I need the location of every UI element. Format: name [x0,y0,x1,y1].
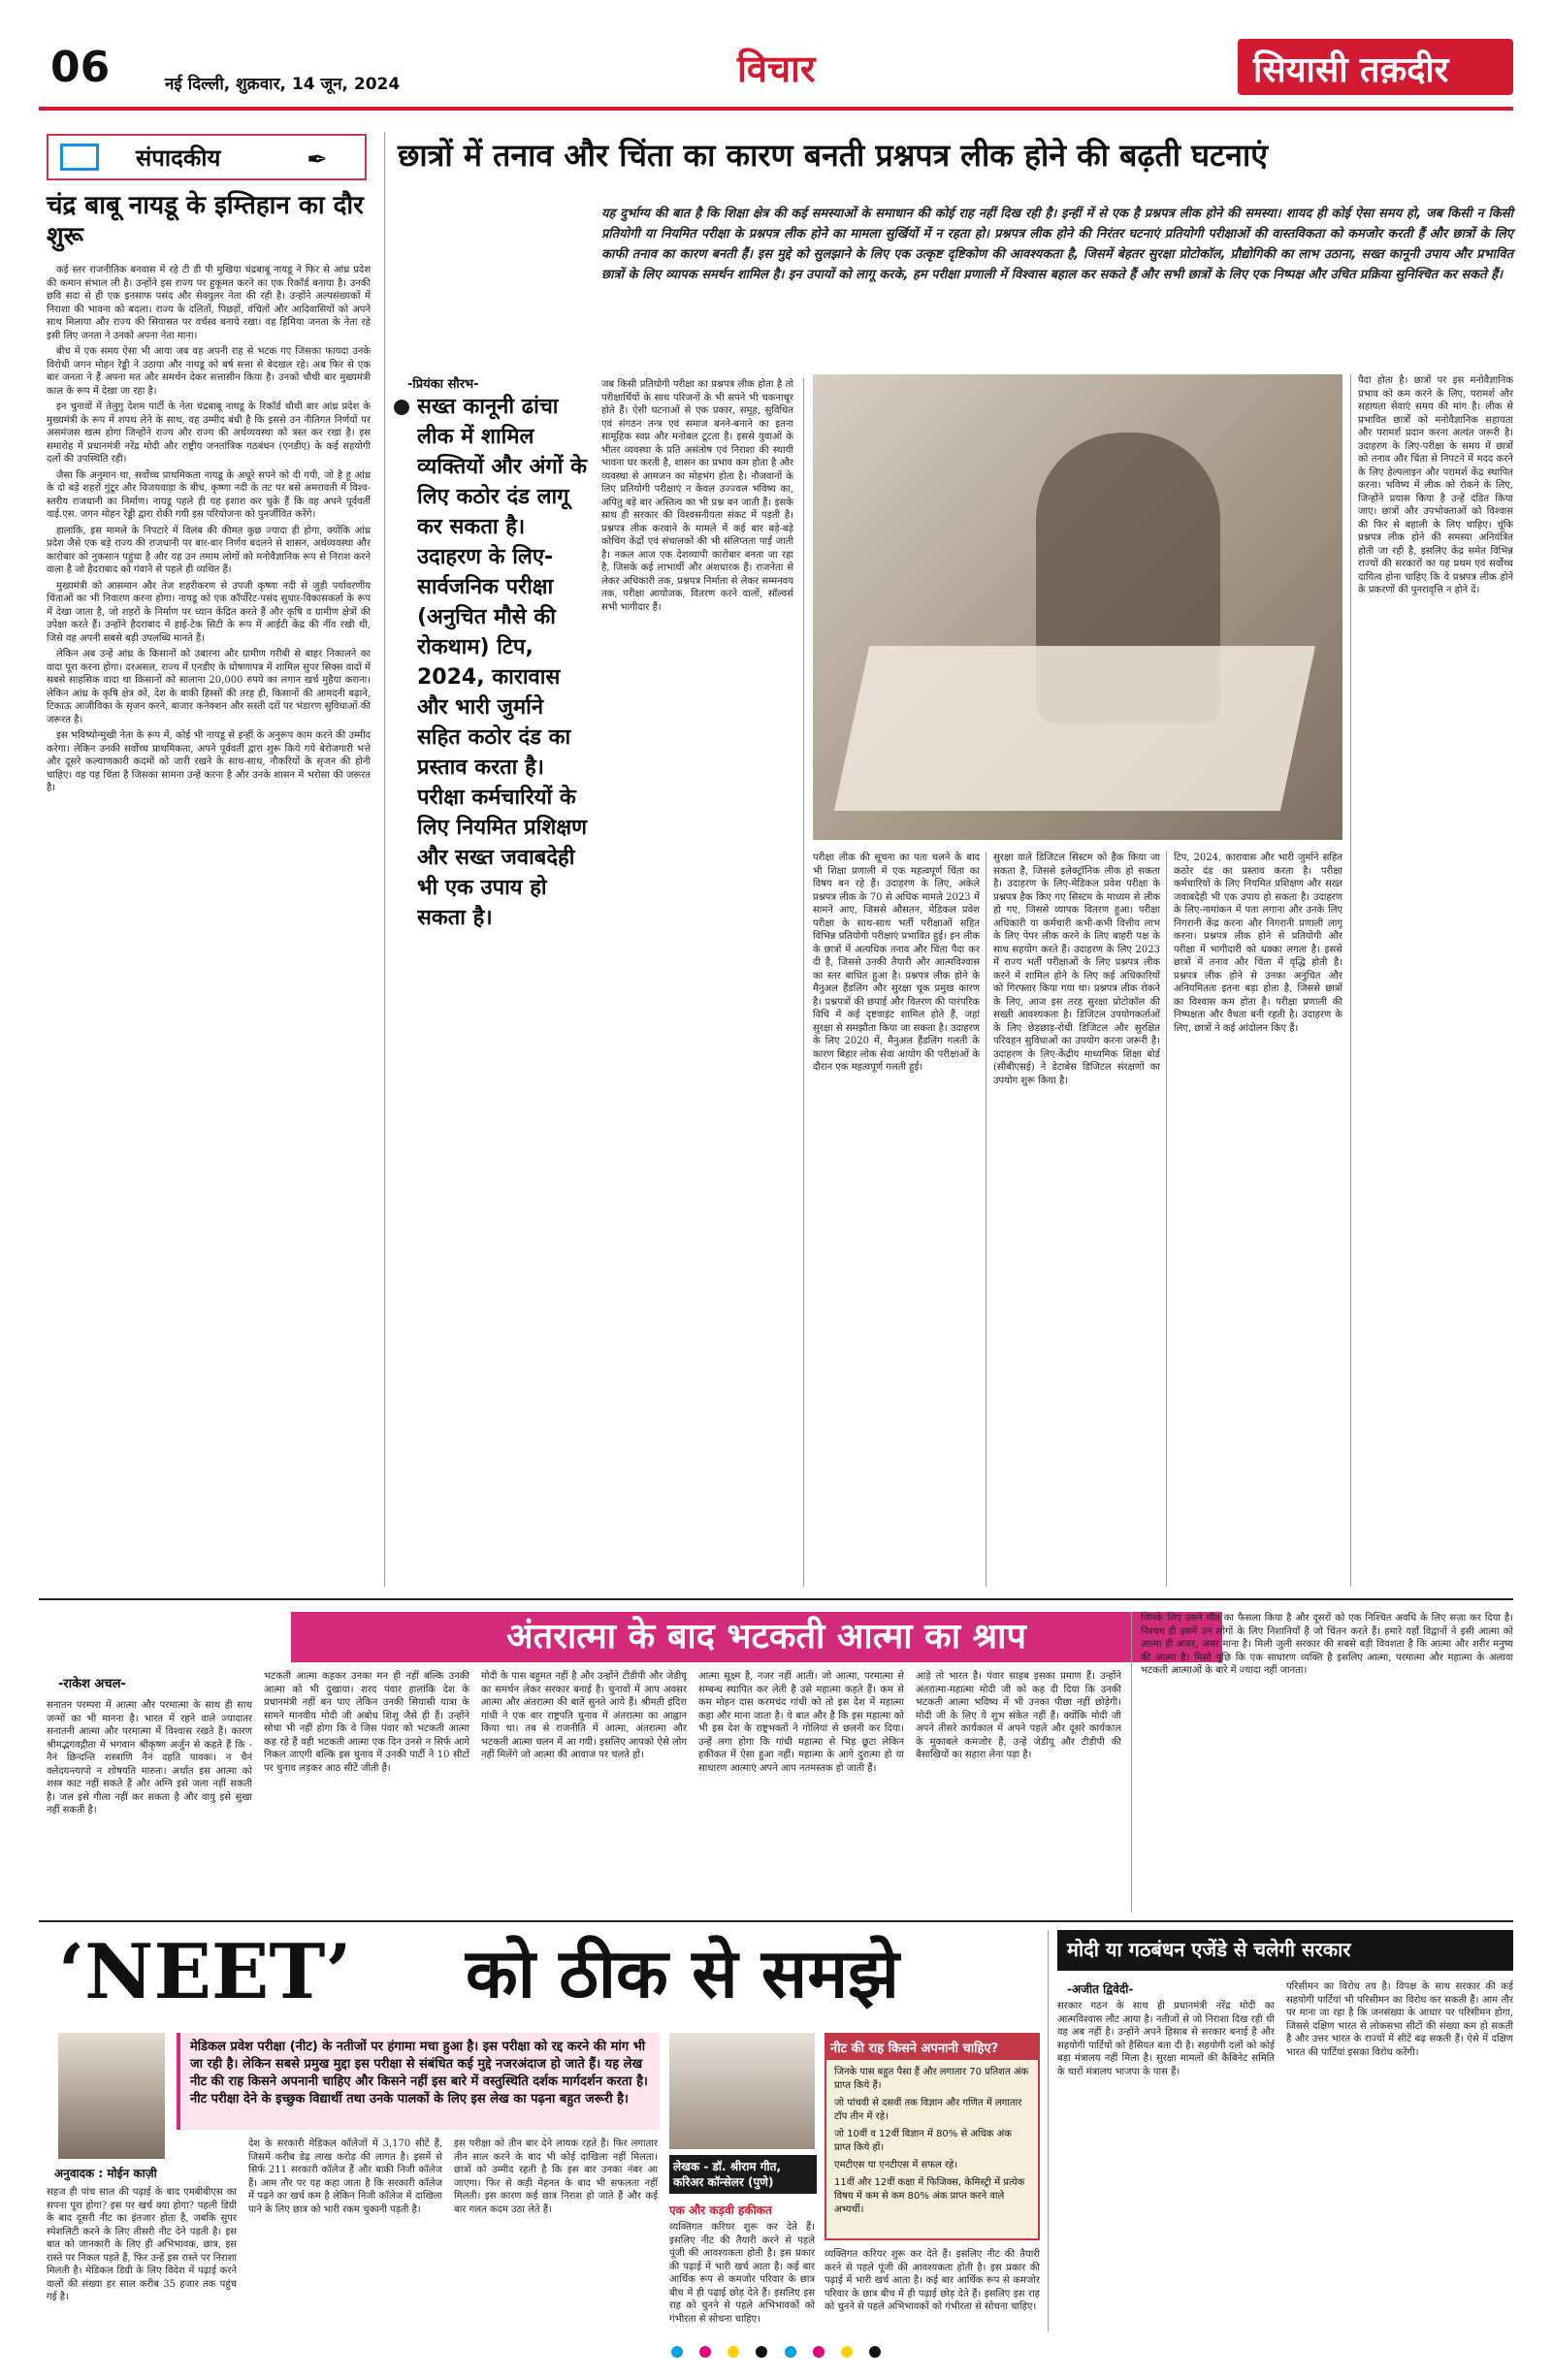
divider [384,132,385,1587]
registration-dot-yellow [728,2346,739,2358]
lead-column-a: जब किसी प्रतियोगी परीक्षा का प्रश्नपत्र लीक होता है तो परीक्षार्थियों के साथ परिजनों के भी सपने भी चकनाचूर होते हैं। ऐसी घटनाओं से एक प्रकार, समूह, सुविधित एवं संगठन तन्त्र एवं समाज बनने-बनाने का इतना सामूहिक स्वप्न और मनोबल टूटता है। इससे युवाओं के भीतर व्यवस्था के प्रति असंतोष एवं निराशा की स्थायी भावना घर करती है, शासन का प्रभाव कम होता है और व्यवस्था से आमजन का मोहभंग होता है। नौजवानों के लिए प्रतियोगी परीक्षाएं न केवल उज्ज्वल भविष्य का, अपितु बड़े बार अस्तित्व का भी प्रश्न बन जाती हैं। इसके साथ ही सरकार की विश्वसनीयता संकट में पड़ती है। प्रश्नपत्र लीक करवाने के मामले में कई बार बड़े-बड़े कोचिंग केंद्रों एवं संचालकों की भी संलिप्तता पाई जाती है। नकल आज एक देशव्यापी कारोबार बनता जा रहा है, जिसके कई लाभार्थी और अंशधारक हैं। राजनेता से लेकर अधिकारी तक, प्रश्नपत्र निर्माता से लेकर सम्मनवय तक, परीक्षा आयोजक, वितरण करने वालों, सॉल्वर्स सभी भागीदार हैं। [601,379,793,613]
registration-dot-magenta [699,2346,711,2358]
editorial-paragraph: जैसा कि अनुमान था, सर्वोच्च प्राथमिकता नायडू के अधूरे सपने को दी गयी, जो है हू आंध्र के दो बड़े शहरों गुंटूर और विजयवाड़ा के बीच, कृष्णा नदी के तट पर बसे अमरावती में विश्व-स्तरीय राजधानी का निर्माण। नायडू पहले ही यह इशारा कर चुके हैं कि वह अपने पूर्ववर्ती वाई.एस. जगन मोहन रेड्डी द्वारा रोकी गयी इस परियोजना को पुनर्जीवित करेंगे। [47,469,371,520]
reality-subhead: एक और कड़वी हकीकत [669,2203,772,2217]
translator-photo [58,2033,165,2159]
section-label: विचार [737,48,816,90]
editorial-headline: चंद्र बाबू नायडू के इम्तिहान का दौर शुरू [47,191,364,251]
neet-column: देश के सरकारी मेडिकल कॉलेजों में 3,170 सीटें हैं, जिसमें करीब डेढ़ लाख करोड़ की लागत है। इसमें से सिर्फ 211 सरकारी कॉलेज हैं और बाकी निजी कॉलेज हैं। आम तौर पर यह कहा जाता है कि सरकारी कॉलेज में पढ़ने का खर्च कम है लेकिन निजी कॉलेज में दाखिला पाने के लिए छात्र को भारी रकम चुकानी पड़ती है। [248,2139,442,2215]
neet-headline [58,1926,1048,2023]
editorial-paragraph: लेकिन अब उन्हें आंध्र के किसानों को उबारना और ग्रामीण गरीबी से बाहर निकालने का वादा पूरा करना होगा। दरअसल, राज्य में एनडीए के घोषणापत्र में शामिल सुपर सिक्स वादों में सबसे साहसिक वादा था किसानों को सालाना 20,000 रुपये का लगान खर्च मुहैया कराना। लेकिन आंध्र के कृषि क्षेत्र को, देश के बाकी हिस्सों की तरह ही, किसानों की आमदनी बढ़ाने, टिकाऊ आजीविका के सृजन करने, बाजार कनेक्शन और सस्ती दरों पर भंडारण सुविधाओं की जरूरत है। [47,649,371,725]
registration-dot-black [756,2346,767,2358]
lead-column-e: पैदा होता है। छात्रों पर इस मनोवैज्ञानिक प्रभाव को कम करने के लिए, परामर्श और सहायता सेवाएं समय की मांग है। लीक से प्रभावित छात्रों को मनोवैज्ञानिक सहायता और परामर्श प्रदान करना अत्यंत जरूरी है। उदाहरण के लिए-परीक्षा के समय में छात्रों को तनाव और चिंता से निपटने में मदद करने के लिए हेल्पलाइन और परामर्श केंद्र स्थापित करना। भविष्य में लीक को रोकने के लिए, जिन्होंने प्रयास किया है उन्हें दंडित किया जाए। छात्रों और उपभोक्ताओं को विश्वास की फिर से बहाली के लिए चाहिए। चूंकि प्रश्नपत्र लीक होने की समस्या अनियंत्रित होती जा रही है, इसलिए केंद्र समेत विभिन्न राज्यों की सरकारों का यह प्रथम एवं सर्वोच्च दायित्व होना चाहिए कि वे प्रश्नपत्र लीक होने के प्रकरणों की पुनरावृत्ति न होने दें। [1358,375,1513,595]
modi-column: परिसीमन का विरोध तय है। विपक्ष के साथ सरकार की कई सहयोगी पार्टियां भी परिसीमन का विरोध कर सकती हैं। आम तौर पर माना जा रहा है कि जनसंख्या के आधार पर परिसीमन होगा, जिससे दक्षिण भारत से लोकसभा सीटों की संख्या कम हो सकती है और उत्तर भारत के राज्यों में सीटें बढ़ सकती हैं। ऐसे में दक्षिण भारत की पार्टियां इसका विरोध करेंगी। [1286,1981,1513,2058]
neet-column: व्यक्तिगत करियर शुरू कर देते हैं। इसलिए नीट की तैयारी करने से पहले पूंजी की आवश्यकता होती है। इस प्रकार की पढ़ाई में भारी खर्च आता है। कई बार आर्थिक रूप से कमजोर परिवार के छात्र बीच में ही पढ़ाई छोड़ देते हैं। इसलिए इस राह को चुनने से पहले अभिभावकों को गंभीरता से सोचना चाहिए। [669,2222,815,2325]
author-photo [669,2033,815,2149]
neet-sidebox-item: जो पांचवी से दसवीं तक विज्ञान और गणित में लगातार टॉप तीन में रहे। [834,2098,1022,2122]
lead-column-b: परीक्षा लीक की सूचना का पता चलने के बाद भी शिक्षा प्रणाली में एक महत्वपूर्ण चिंता का विषय बन रहे हैं। उदाहरण के लिए, अकेले प्रश्नपत्र लीक के 70 से अधिक मामले 2023 में सामने आए, जिससे औसतन, मेडिकल प्रवेश परीक्षा के साथ-साथ भर्ती परीक्षाओं सहित विभिन्न प्रतियोगी परीक्षाएं प्रभावित हुई। इन लीक के छात्रों में अत्यधिक तनाव और चिंता पैदा कर दी है, जिससे उनकी तैयारी और आत्मविश्वास का स्तर बाधित हुआ है। प्रश्नपत्र लीक होने के मैनुअल हैंडलिंग और सुरक्षा चूक प्रमुख कारण है। प्रश्नपत्रों की छपाई और वितरण की पारंपरिक विधि में कई दृष्टवाइंट शामिल होते हैं, जहां सुरक्षा से समझौता किया जा सकता है। उदाहरण के लिए 2020 में, मैनुअल हैंडलिंग गलती के कारण बिहार लोक सेवा आयोग की परीक्षाओं के दौरान एक महत्वपूर्ण गलती हुई। [813,852,980,1073]
section-rule [39,1920,1513,1922]
photo-books [834,646,1315,811]
neet-sidebox-item: जो 10वीं व 12वीं विज्ञान में 80% से अधिक अंक प्राप्त किये हों। [834,2129,1012,2153]
neet-quote: ‘NEET’ [58,1928,352,2016]
neet-sidebox-title: नीट की राह किसने अपनानी चाहिए? [826,2035,1038,2060]
editorial-paragraph: बीच में एक समय ऐसा भी आया जब वह अपनी राह से भटक गए जिसका फायदा उनके विरोधी जगन मोहन रेड्डी ने उठाया और नायडू को बर्ष सत्ता से बेदखल रहे। अब फिर से एक बार जनता ने हैं अपना मत और समर्थन देकर सत्तासीन किया है। उनको चौथी बार मुख्यमंत्री काल के रूप में देखा जा रहा है। [47,346,371,397]
masthead [39,39,1513,103]
modi-author: -अजीत द्विवेदी- [1067,1982,1134,1996]
divider [1350,374,1351,1587]
neet-headline-text: को ठीक से समझे [466,1934,899,2013]
section-rule [39,1598,1513,1600]
antaratma-column: भटकती आत्मा कहकर उनका मन ही नहीं बल्कि उनकी आत्मा को भी दुखाया। शरद पंवार हालांकि देश के प्रधानमंत्री नहीं बन पाए लेकिन उनकी सियासी यात्रा के सामने मानवीय मोदी जी अबोध शिशु जैसे ही हैं। उन्होंने सोचा भी नहीं होगा कि वे जिस पंवार को भटकती आत्मा कह रहे हैं वही भटकती आत्मा एक दिन उनसे न सिर्फ आगे निकल जाएगी बल्कि इस चुनाव में उनकी पार्टी ने 10 सीटों पर चुनाव लड़कर आठ सीटें जीती हैं। [264,1671,469,1774]
neet-column: व्यक्तिगत करियर शुरू कर देते हैं। इसलिए नीट की तैयारी करने से पहले पूंजी की आवश्यकता होती है। इस प्रकार की पढ़ाई में भारी खर्च आता है। कई बार आर्थिक रूप से कमजोर परिवार के छात्र बीच में ही पढ़ाई छोड़ देते हैं। इसलिए इस राह को चुनने से पहले अभिभावकों को गंभीरता से सोचना चाहिए। [824,2249,1040,2312]
editorial-paragraph: कई स्तर राजनीतिक बनवास में रहे टी डी पी मुखिया चंद्रबाबू नायडू ने फिर से आंध्र प्रदेश की कमान संभाल ली है। उन्होंने इस राज्य पर हुकूमत करने का एक रिकॉर्ड बनाया है। उनकी छवि सदा से ही एक इनसाफ पसंद और सेक्युलर नेता की रही है। उन्होंने अल्पसंख्यकों में निराशा की भावना को बदला। राज्य के दलितों, पिछड़ों, वंचितों और आदिवासियों को अपने साथ मिलाया और राज्य की सियासत पर वर्चस्व बनाये रखा। वह हिमिया जनता के नेता रहे इसी लिए जनता ने उनको अपना नेता माना। [47,265,371,341]
lead-headline: छात्रों में तनाव और चिंता का कारण बनती प्रश्नपत्र लीक होने की बढ़ती घटनाएं [398,137,1268,174]
modi-column: सरकार गठन के साथ ही प्रधानमंत्री नरेंद्र मोदी का आत्मविश्वास लौट आया है। नतीजों से जो निराशा दिख रही थी वह अब नहीं है। उन्होंने अपने हिसाब से सरकार बनाई है और सहयोगी पार्टियों को हैसियत बता दी है। सहयोगी दलों को कोई बड़ा मंत्रालय नहीं मिला है। सुरक्षा मामलों की कैबिनेट समिति के चारों मंत्रालय भाजपा के पास हैं। [1057,2001,1275,2077]
divider [1131,1612,1132,1913]
divider [1048,1930,1049,2332]
editorial-paragraph: मुख्यमंत्री को आसमान और तेज शहरीकरण से उपजी कृष्णा नदी से जुड़ी पर्यावरणीय चिंताओं का भी निवारण करना होगा। नायडू को एक कॉर्पोरेट-पसंद सुधार-विकासकर्ता के रूप में देखा जाता है, जो शहरों के निर्माण पर ध्यान केंद्रित करते हैं और कृषि व ग्रामीण क्षेत्रों की उपेक्षा करते हैं। उन्होंने हैदराबाद में हाई-टेक सिटी के रूप में आईटी केंद्र की नींव रखी थी, जिसे वह अपनी सबसे बड़ी उपलब्धि मानते हैं। [47,580,371,644]
editorial-label: संपादकीय [136,145,221,172]
pullquote-marker [394,400,409,415]
editorial-paragraph: हालांकि, इस मामले के निपटारे में विलंब की कीमत कुछ ज्यादा ही होगा, क्योंकि आंध्र प्रदेश जैसे एक बड़े राज्य की राजधानी पर बार-बार निर्णय बदलने से शासन, अर्थव्यवस्था और कारोबार को नुकसान पहुंचा है और यह उन तमाम लोगों को मनोवैज्ञानिक रूप से निराश करने वाला है जो हैदराबाद को गंवाने से पहले ही व्यथित हैं। [47,525,371,575]
dateline: नई दिल्ली, शुक्रवार, 14 जून, 2024 [165,75,401,94]
header-rule [39,107,1513,111]
lead-pullquote: सख्त कानूनी ढांचा लीक में शामिल व्यक्तियों और अंगों के लिए कठोर दंड लागू कर सकता है। उदाहरण के लिए- सार्वजनिक परीक्षा (अनुचित मौसे की रोकथाम) टिप, 2024, कारावास और भारी जुर्माने सहित कठोर दंड का प्रस्ताव करता है। परीक्षा कर्मचारियों के लिए नियमित प्रशिक्षण और सख्त जवाबदेही भी एक उपाय हो सकता है। [417,395,588,930]
editorial-label-box [47,134,367,180]
lead-column-c: सुरक्षा वाले डिजिटल सिस्टम को हैक किया जा सकता है, जिससे इलेक्ट्रॉनिक लीक हो सकता है। उदाहरण के लिए-मेडिकल प्रवेश परीक्षा के प्रश्नपत्र हैक किए गए सिस्टम के माध्यम से लीक हो गए, जिससे व्यापक वितरण हुआ। परीक्षा अधिकारी या कर्मचारी कभी-कभी वित्तीय लाभ के लिए पेपर लीक करने के लिए बाहरी पक्ष के साथ सहयोग करते हैं। उदाहरण के लिए 2023 में राज्य भर्ती परीक्षाओं के लिए प्रश्नपत्र लीक करने में शामिल होने के लिए कई अधिकारियों को गिरफ्तार किया गया था। प्रश्नपत्र लीक रोकने के लिए, आज इस तरह सुरक्षा प्रोटोकॉल की सख्ती आवश्यकता है। डिजिटल उपयोगकर्ताओं के लिए छेड़छाड़-रोधी डिजिटल और सुरक्षित परिवहन सुविधाओं का उपयोग करना जरूरी है। उदाहरण के लिए-केंद्रीय माध्यमिक शिक्षा बोर्ड (सीबीएसई) ने डेटाबेस डिजिटल संरक्षणों का उपयोग शुरू किया है। [993,852,1160,1086]
registration-dot-yellow [841,2346,853,2358]
lead-intro: यह दुर्भाग्य की बात है कि शिक्षा क्षेत्र की कई समस्याओं के समाधान की कोई राह नहीं दिख रही है। इन्हीं में से एक है प्रश्नपत्र लीक होने की समस्या। शायद ही कोई ऐसा समय हो, जब किसी न किसी प्रतियोगी या नियमित परीक्षा के प्रश्नपत्र लीक होने का मामला सुर्खियों में न रहता हो। प्रश्नपत्र लीक होने की निरंतर घटनाएं प्रतियोगी परीक्षाओं की वास्तविकता को कमजोर करती हैं और छात्रों के लिए काफी तनाव का कारण बनती हैं। इस मुद्दे को सुलझाने के लिए एक उत्कृष्ट दृष्टिकोण की आवश्यकता है, जिसमें बेहतर सुरक्षा प्रोटोकॉल, प्रौद्योगिकी का लाभ उठाना, सख्त कानूनी उपाय और प्रभावित छात्रों के लिए व्यापक समर्थन शामिल है। इन उपायों को लागू करके, हम परीक्षा प्रणाली में विश्वास बहाल कर सकते हैं और सभी छात्रों के लिए एक निष्पक्ष और उचित प्रक्रिया सुनिश्चित कर सकते हैं। [601,207,1513,282]
antaratma-column: मोदी के पास बहुमत नहीं है और उन्होंने टीडीपी और जेडीयू का समर्थन लेकर सरकार बनाई है। चुनावों में आप अवसर आत्मा और अंतरात्मा की बातें सुनते आये हैं। श्रीमती इंदिरा गांधी ने एक बार राष्ट्रपति चुनाव में अंतरात्मा का आह्वान किया था। तब से राजनीति में आत्मा, अंतरात्मा और भटकती आत्मा चलन में आ गयी। इसलिए आपको ऐसे लोग नहीं मिलेंगे जो आत्मा की आवाज पर चलते हों। [481,1671,687,1760]
author-caption: लेखक - डॉ. श्रीराम गीत, करिअर कॉन्सेलर (पुणे) [669,2155,817,2194]
neet-sidebox-item: एमटीएस या एनटीएस में सफल रहे। [834,2160,958,2171]
divider [1166,852,1167,1587]
lead-column-d: टिप, 2024, कारावास और भारी जुर्माने सहित कठोर दंड का प्रस्ताव करता है। परीक्षा कर्मचारियों के लिए नियमित प्रशिक्षण और सख्त जवाबदेही भी एक उपाय हो सकता है। उदाहरण के लिए-नामांकन में पता लगाना और उनके लिए निगरानी केंद्र करना और निगरानी प्रणाली लागू करना। प्रश्नपत्र लीक होने से प्रतियोगी और परीक्षा में भागीदारी को धक्का लगता है। इससे छात्रों में तनाव और चिंता में वृद्धि होती है। प्रश्नपत्र लीक होने से उनका अनुचित और अनियमितता इतना बड़ा होता है, जिससे छात्रों का विश्वास कम होता है। परीक्षा प्रणाली की निष्पक्षता और वैधता बनी रहती है। उदाहरण के लिए, छात्रों ने कई आंदोलन किए हैं। [1174,852,1342,1034]
neet-sidebox-item: जिनके पास बहुत पैसा हैं और लगातार 70 प्रतिशत अंक प्राप्त किये हैं। [834,2067,1029,2091]
registration-dot-cyan [785,2346,796,2358]
translator-caption: अनुवादक : मोईन काज़ी [54,2167,157,2180]
print-registration-bar [39,2343,1513,2363]
antaratma-column: जिनके लिए उसने मौत का फैसला किया है और दूसरों को एक निश्चित अवधि के लिए सज़ा कर दिया है। निश्चय ही इसमें उन लोगों के लिए निशानियाँ हैं जो चिंतन करते हैं। हमारे यहाँ विद्वानों ने इसी आत्मा को आत्मा ही अजर, अमर माना है। मिली जुली सरकार की सबसे बड़ी विवशता है कि आत्मा और शरीर मनुष्य की आत्मा है। मिसो पूछि कि एक साधारण व्यक्ति है इसलिए आत्मा, परमात्मा और महात्मा के अलावा भटकती आत्माओं के बारे में ज्यादा नहीं जानता। [1141,1613,1513,1676]
neet-subhead: मेडिकल प्रवेश परीक्षा (नीट) के नतीजों पर हंगामा मचा हुआ है। इस परीक्षा को रद्द करने की मांग भी जा रही है। लेकिन सबसे प्रमुख मुद्दा इस परीक्षा से संबंधित कई मुद्दे नजरअंदाज हो जाते हैं। यह लेख नीट की राह किसने अपनानी चाहिए और किसने नहीं इस बारे में वस्तुस्थिति दर्शक मार्गदर्शन करता है। नीट परीक्षा देने के इच्छुक विद्यार्थी तथा उनके पालकों के लिए इस लेख का पढ़ना बहुत जरूरी है। [177,2033,660,2130]
registration-dot-cyan [671,2346,683,2358]
antaratma-column: आड़े तो भारत है। पंवार साहब इसका प्रमाण हैं। उन्होंने अंतरात्मा-महात्मा मोदी जी को कह दी दिया कि उनकी भटकती आत्मा भविष्य में भी उनका पीछा नहीं छोड़ेगी। मोदी जी के लिए ये शुभ संकेत नहीं हैं। क्योंकि मोदी जी अपने तीसरे कार्यकाल में अपने पहले और दूसरे कार्यकाल के मुकाबले कमजोर हैं, उन्हें जेडीयू और टीडीपी की बैसाखियों का सहारा लेना पड़ा है। [916,1671,1121,1760]
neet-sidebox-item: 11वीं और 12वीं कक्षा में फिजिक्स, केमिस्ट्री में प्रत्येक विषय में कम से कम 80% अंक प्राप्त करने वाले अभ्यर्थी। [834,2177,1025,2215]
brand-title: सियासी तक़दीर [1253,50,1449,90]
editorial-body [47,264,371,1592]
page-number: 06 [50,43,111,92]
editorial-paragraph: इस भविष्योन्मुखी नेता के रूप में, कोई भी नायडू से इन्हीं के अनुरूप काम करने की उम्मीद करेगा। लेकिन उनकी सर्वोच्च प्राथमिकता, अपने पूर्ववर्ती द्वारा शुरू किये गये बेरोजगारी भत्ते और दूसरे कल्याणकारी कदमों को जारी रखने के साथ-साथ, नौकरियों के सृजन की होनी चाहिए। वह यह चिंता है जिसका सामना उन्हें करना है और उनके शासन में भरोसा की जरूरत है। [47,730,371,793]
editorial-paragraph: इन चुनावों में तेलुगु देशम पार्टी के नेता चंद्रबाबू नायडू के रिकॉर्ड चौथी बार आंध्र प्रदेश के मुख्यमंत्री के रूप में शपथ लेने के साथ, वह उम्मीद बंधी है कि इससे उन नीतिगत निर्णयों पर असमंजस खत्म होगा जिन्होंने राज्य और राज्य की अर्थव्यवस्था को त्रस्त कर रखा है। इस समारोह में प्रधानमंत्री नरेंद्र मोदी और राष्ट्रीय जनतांत्रिक गठबंधन (एनडीए) के कई सहयोगी दलों की उपस्थिति रही। [47,402,371,465]
editorial-icon [60,144,99,171]
student-photo [813,374,1342,840]
modi-title: मोदी या गठबंधन एजेंडे से चलेगी सरकार [1067,1938,1351,1961]
antaratma-column: सनातन परम्परा में आत्मा और परमात्मा के साथ ही साथ जन्मों का भी मानना है। भारत में रहने वाले ज्यादातर सनातनी आत्मा और परमात्मा में विश्वास रखते हैं। कारण श्रीमद्भगवद्गीता में भगवान श्रीकृष्ण अर्जुन से कहते हैं कि - नैनं छिन्दन्ति शस्त्राणि नैनं दहति पावकः। न चैनं क्लेदयन्त्यापो न शोषयति मारुतः। अर्थात इस आत्मा को शस्त्र काट नहीं सकते हैं और अग्नि इसे जला नहीं सकती है। जल इसे गीला नहीं कर सकता है और वायु इसे सुखा नहीं सकती है। [47,1700,252,1816]
antaratma-column: आत्मा सूक्ष्म है, नजर नहीं आती। जो आत्मा, परमात्मा से सम्बन्ध स्थापित कर लेती है उसे महात्मा कहते हैं। कम से कम मोहन दास करमचंद गांधी को तो इस देश में महात्मा कहा और माना जाता है। ये बात और है कि इस महात्मा को भी इस देश के राष्ट्रभक्तों ने गोलियां से छलनी कर दिया। उन्हें लगा होगा कि गांधी महात्मा से भिड़ छूटा लेकिन हकीकत में ऐसा हुआ नहीं। महात्मा के आगे दुरात्मा हो या साधारण आत्माएं अपने आप नतमस्तक हो जाती हैं। [698,1671,904,1774]
neet-column: इस परीक्षा को तीन बार देने लायक रहते हैं। फिर लगातार तीन साल करने के बाद भी कोई दाखिला नहीं मिलता। छात्रों को उम्मीद रहती है कि इस बार उनका नंबर आ जाएगा। फिर से कड़ी मेहनत के बाद भी सफलता नहीं मिलती। इस कारण कई छात्र निराश हो जाते हैं और कई बार गलत कदम उठा लेते हैं। [454,2139,658,2215]
registration-dot-black [869,2346,881,2358]
lead-author: -प्रियंका सौरभ- [407,377,479,392]
antaratma-headline: अंतरात्मा के बाद भटकती आत्मा का श्राप [506,1617,1026,1656]
pen-icon: ✒ [307,145,328,175]
divider [803,378,804,1587]
antaratma-author: -राकेश अचल- [58,1677,126,1691]
registration-dot-magenta [813,2346,824,2358]
neet-column: सहज ही पांच साल की पढ़ाई के बाद एमबीबीएस का सपना पूरा होगा? इस पर खर्च क्या होगा? पहली डिग्री के बाद दूसरी नीट का इंतजार होता है, जबकि सुपर स्पेशलिटी करने के लिए तीसरी नीट देने पड़ती है। इस बात को जानकारी के लिए ही अभिभावक, छात्र, इस रास्ते पर निकल पड़ते हैं, फिर उन्हें इस रास्ते पर निराशा मिलती है। मेडिकल डिग्री के लिए विदेश में पढ़ाई करने वालों की संख्या हर साल करीब 35 हजार तक पहुंच गई है। [47,2187,237,2302]
neet-sidebox [824,2033,1040,2240]
